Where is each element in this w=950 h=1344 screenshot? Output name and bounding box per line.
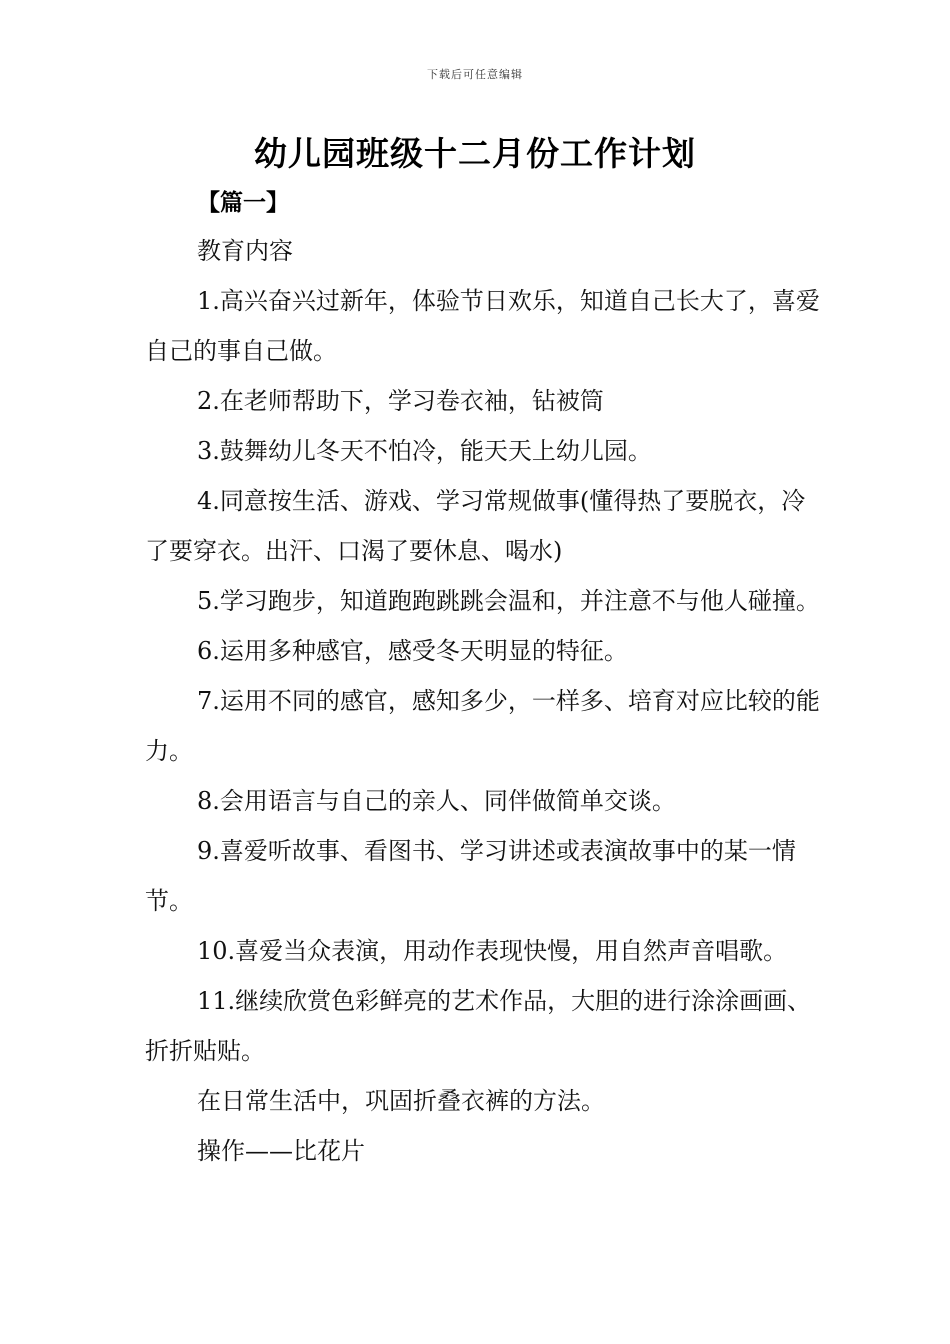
document-body — [145, 226, 825, 1176]
paragraph-item-8: 8.会用语言与自己的亲人、同伴做简单交谈。 — [197, 787, 676, 815]
header-note: 下载后可任意编辑 — [427, 68, 523, 81]
paragraph-item-9: 9.喜爱听故事、看图书、学习讲述或表演故事中的某一情节。 — [145, 837, 796, 915]
paragraph-item-5: 5.学习跑步，知道跑跑跳跳会温和，并注意不与他人碰撞。 — [197, 587, 820, 615]
paragraph-heading-education-content: 教育内容 — [197, 237, 293, 265]
paragraph-operation: 操作——比花片 — [197, 1137, 365, 1165]
paragraph-item-4: 4.同意按生活、游戏、学习常规做事(懂得热了要脱衣，冷了要穿衣。出汗、口渴了要休息、喝水) — [145, 487, 806, 565]
paragraph-item-11: 11.继续欣赏色彩鲜亮的艺术作品，大胆的进行涂涂画画、折折贴贴。 — [145, 987, 812, 1065]
paragraph-item-7: 7.运用不同的感官，感知多少，一样多、培育对应比较的能力。 — [145, 687, 820, 765]
section-label: 【篇一】 — [197, 190, 289, 216]
paragraph-daily-life: 在日常生活中，巩固折叠衣裤的方法。 — [197, 1087, 605, 1115]
page-title: 幼儿园班级十二月份工作计划 — [254, 134, 696, 173]
paragraph-item-6: 6.运用多种感官，感受冬天明显的特征。 — [197, 637, 628, 665]
paragraph-item-10: 10.喜爱当众表演，用动作表现快慢，用自然声音唱歌。 — [197, 937, 788, 965]
paragraph-item-2: 2.在老师帮助下，学习卷衣袖，钻被筒 — [197, 387, 604, 415]
paragraph-item-3: 3.鼓舞幼儿冬天不怕冷，能天天上幼儿园。 — [197, 437, 652, 465]
paragraph-item-1: 1.高兴奋兴过新年，体验节日欢乐，知道自己长大了，喜爱自己的事自己做。 — [145, 287, 820, 365]
